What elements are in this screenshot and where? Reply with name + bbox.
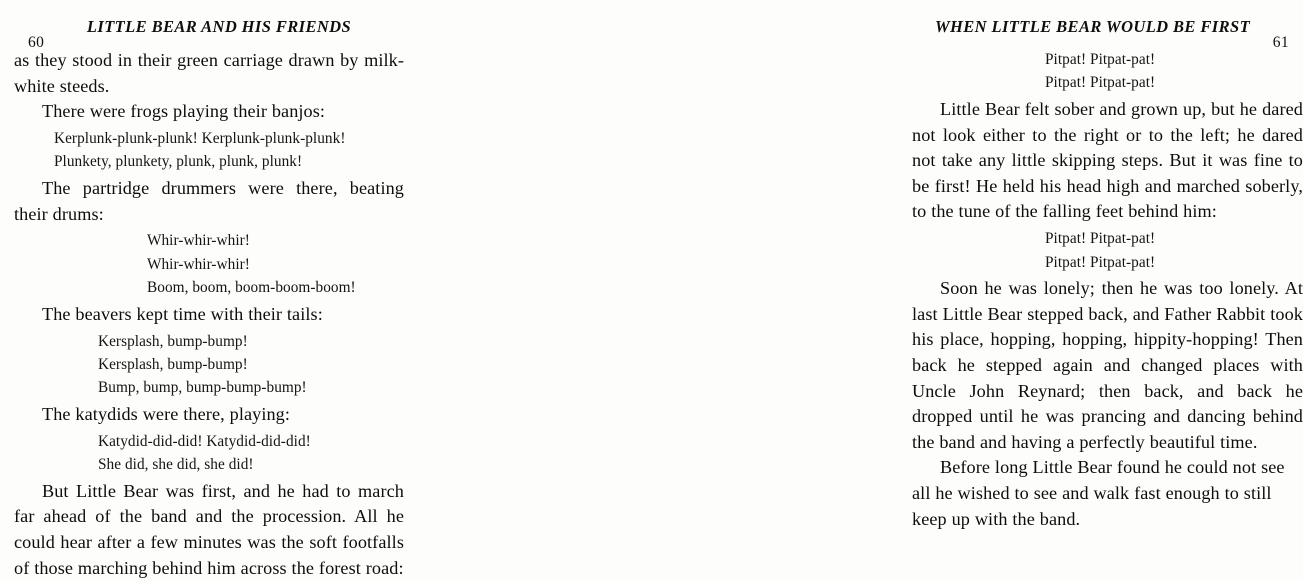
left-page [0, 0, 440, 580]
paragraph: There were frogs playing their banjos: [42, 101, 326, 122]
right-page [440, 0, 1303, 580]
right-page-running-head-title: WHEN LITTLE BEAR WOULD BE FIRST [934, 17, 1251, 36]
verse-line: Whir-whir-whir! [147, 232, 250, 250]
paragraph: Little Bear felt sober and grown up, but he dared not look either to the right or to the left; he dared not take any little skipping steps. But it was fine to be first! He held his head high and marched soberly, to the tune of the falling feet behind him: [912, 99, 1303, 222]
verse-line: Bump, bump, bump-bump-bump! [98, 379, 307, 397]
paragraph: But Little Bear was first, and he had to march far ahead of the band and the procession. All he could hear after a few minutes was the soft footfalls of those marching behind him across the forest road: [14, 480, 404, 578]
left-page-textblock [14, 48, 404, 581]
verse-line: Pitpat! Pitpat-pat! [1045, 253, 1156, 271]
verse-block [14, 229, 404, 299]
left-page-running-head-title: LITTLE BEAR AND HIS FRIENDS [86, 17, 352, 36]
paragraph: as they stood in their green carriage drawn by milk-white steeds. [14, 50, 404, 96]
verse-line: Boom, boom, boom-boom-boom! [147, 279, 356, 297]
paragraph: The partridge drummers were there, beating their drums: [14, 177, 404, 224]
paragraph: The beavers kept time with their tails: [42, 303, 323, 324]
paragraph: Before long Little Bear found he could not see all he wished to see and walk fast enough to still keep up with the band. [912, 457, 1285, 529]
verse-line: Pitpat! Pitpat-pat! [1045, 74, 1156, 92]
left-page-folio: 60 [28, 34, 45, 51]
verse-block [14, 430, 404, 477]
verse-line: Pitpat! Pitpat-pat! [1045, 51, 1156, 68]
verse-line: Plunkety, plunkety, plunk, plunk, plunk! [54, 153, 303, 171]
left-page-running-head [14, 16, 404, 51]
verse-line: Katydid-did-did! Katydid-did-did! [98, 432, 311, 450]
right-page-textblock [912, 48, 1303, 532]
right-page-running-head [912, 16, 1303, 51]
verse-line: Kerplunk-plunk-plunk! Kerplunk-plunk-plunk! [54, 129, 346, 147]
verse-line: Kersplash, bump-bump! [98, 332, 248, 350]
verse-line: Kersplash, bump-bump! [98, 355, 248, 373]
verse-block [14, 127, 404, 174]
verse-line: She did, she did, she did! [98, 456, 254, 474]
verse-block [14, 330, 404, 400]
verse-block [912, 227, 1303, 274]
paragraph: Soon he was lonely; then he was too lonely. At last Little Bear stepped back, and Father Rabbit took his place, hopping, hopping, hippity-hopping! Then back he stepped again and changed places with Uncle John Reynard; then back, and back he dropped until he was prancing and dancing behind the band and having a perfectly beautiful time. [912, 278, 1303, 452]
verse-line: Pitpat! Pitpat-pat! [1045, 230, 1156, 248]
paragraph: The katydids were there, playing: [42, 403, 291, 424]
verse-line: Whir-whir-whir! [147, 255, 250, 273]
verse-block [912, 48, 1303, 95]
right-page-folio: 61 [1272, 34, 1289, 51]
